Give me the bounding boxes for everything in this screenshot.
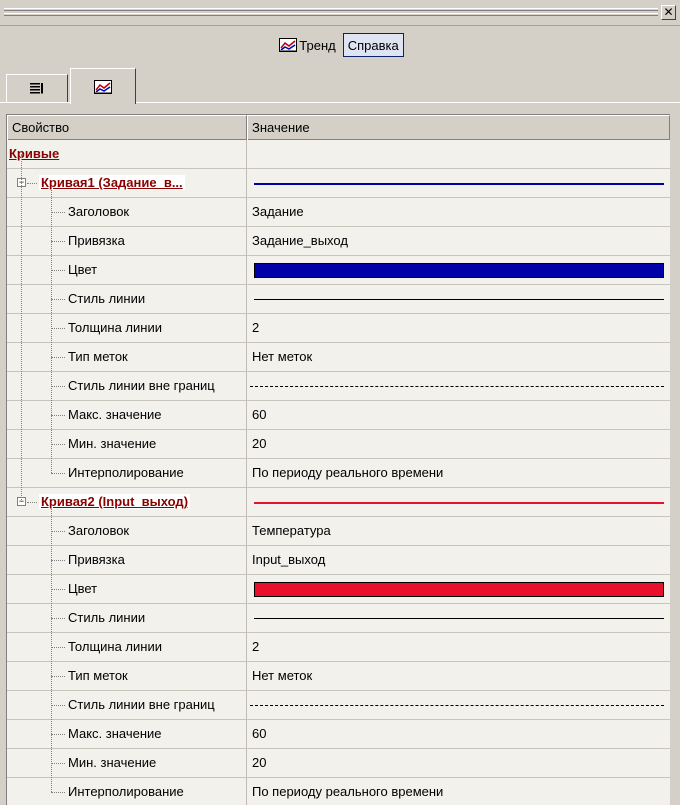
tree-connector: [51, 589, 65, 590]
color-swatch[interactable]: [254, 263, 664, 278]
property-name: Привязка: [68, 552, 125, 567]
property-row[interactable]: [7, 285, 670, 314]
tab-trend[interactable]: [70, 68, 136, 104]
tree-connector: [51, 415, 65, 416]
property-row[interactable]: [7, 546, 670, 575]
tree-connector: [51, 473, 65, 474]
tree-connector: [51, 183, 52, 473]
property-row[interactable]: [7, 430, 670, 459]
property-row[interactable]: [7, 459, 670, 488]
tree-connector: [51, 647, 65, 648]
trend-button[interactable]: [276, 33, 338, 57]
property-value[interactable]: 2: [252, 320, 260, 335]
tree-connector: [51, 502, 52, 792]
property-name: Цвет: [68, 262, 98, 277]
close-button[interactable]: [661, 5, 676, 20]
property-row[interactable]: [7, 662, 670, 691]
property-name: Стиль линии вне границ: [68, 697, 215, 712]
tree-connector: [51, 241, 65, 242]
property-name: Мин. значение: [68, 436, 157, 451]
property-row[interactable]: [7, 227, 670, 256]
property-row[interactable]: [7, 604, 670, 633]
property-row[interactable]: [7, 314, 670, 343]
tree-connector: [51, 328, 65, 329]
property-row[interactable]: [7, 372, 670, 401]
property-row[interactable]: [7, 575, 670, 604]
collapse-icon[interactable]: −: [18, 496, 25, 506]
tree-connector: [51, 560, 65, 561]
tree-connector: [21, 154, 22, 502]
trend-button-label: Тренд: [299, 37, 336, 53]
tab-list[interactable]: [6, 74, 68, 102]
property-value[interactable]: Input_выход: [252, 552, 326, 567]
header-property[interactable]: Свойство: [7, 115, 247, 140]
tree-connector: [51, 618, 65, 619]
property-row[interactable]: [7, 691, 670, 720]
property-row[interactable]: [7, 749, 670, 778]
property-name: Толщина линии: [68, 320, 162, 335]
property-value[interactable]: 20: [252, 755, 267, 770]
toolbar: [0, 32, 680, 60]
tree-connector: [51, 357, 65, 358]
property-value[interactable]: По периоду реального времени: [252, 784, 444, 799]
property-row[interactable]: [7, 343, 670, 372]
property-name: Цвет: [68, 581, 98, 596]
tree-connector: [51, 705, 65, 706]
tree-connector: [51, 386, 65, 387]
color-swatch[interactable]: [254, 582, 664, 597]
property-row[interactable]: [7, 256, 670, 285]
drag-grip[interactable]: [4, 13, 658, 16]
property-value[interactable]: Задание: [252, 204, 304, 219]
property-row[interactable]: [7, 198, 670, 227]
curve2-label: Кривая2 (Input_выход): [41, 494, 189, 509]
tree-connector: [51, 676, 65, 677]
property-row[interactable]: [7, 633, 670, 662]
curve1-row[interactable]: [7, 169, 670, 198]
property-value[interactable]: 60: [252, 726, 267, 741]
property-name: Заголовок: [68, 204, 130, 219]
grid-header: [7, 115, 670, 140]
trend-icon: [279, 38, 297, 52]
property-value[interactable]: 2: [252, 639, 260, 654]
property-name: Заголовок: [68, 523, 130, 538]
section-row[interactable]: [7, 140, 670, 169]
title-bar: [0, 0, 680, 26]
property-value[interactable]: Нет меток: [252, 668, 313, 683]
property-value[interactable]: 60: [252, 407, 267, 422]
property-value[interactable]: Температура: [252, 523, 331, 538]
property-row[interactable]: [7, 778, 670, 805]
curve2-row[interactable]: [7, 488, 670, 517]
property-name: Макс. значение: [68, 407, 162, 422]
property-row[interactable]: [7, 401, 670, 430]
trend-icon: [94, 80, 112, 94]
header-value[interactable]: Значение: [247, 115, 670, 140]
property-name: Стиль линии вне границ: [68, 378, 215, 393]
tree-connector: [51, 444, 65, 445]
collapse-icon[interactable]: −: [18, 177, 25, 187]
property-value[interactable]: 20: [252, 436, 267, 451]
property-name: Стиль линии: [68, 610, 146, 625]
tree-connector: [51, 299, 65, 300]
property-name: Стиль линии: [68, 291, 146, 306]
property-value[interactable]: Задание_выход: [252, 233, 348, 248]
property-name: Макс. значение: [68, 726, 162, 741]
tree-connector: [51, 763, 65, 764]
property-value[interactable]: По периоду реального времени: [252, 465, 444, 480]
property-grid: [6, 114, 670, 805]
close-icon: ✕: [663, 5, 674, 19]
property-row[interactable]: [7, 517, 670, 546]
property-name: Мин. значение: [68, 755, 157, 770]
tree-connector: [51, 734, 65, 735]
help-button-label: Справка: [347, 37, 399, 53]
curve2-line-preview: [254, 502, 664, 504]
curve1-label: Кривая1 (Задание_в...: [41, 175, 183, 190]
property-name: Тип меток: [68, 668, 128, 683]
tree-connector: [51, 531, 65, 532]
property-row[interactable]: [7, 720, 670, 749]
line-style-preview[interactable]: [254, 618, 664, 619]
property-name: Привязка: [68, 233, 125, 248]
tree-connector: [51, 792, 65, 793]
property-name: Тип меток: [68, 349, 128, 364]
property-value[interactable]: Нет меток: [252, 349, 313, 364]
line-style-preview[interactable]: [250, 705, 664, 706]
list-icon: [29, 82, 45, 96]
property-name: Толщина линии: [68, 639, 162, 654]
line-style-preview[interactable]: [250, 386, 664, 387]
line-style-preview[interactable]: [254, 299, 664, 300]
curve1-line-preview: [254, 183, 664, 185]
tree-connector: [51, 270, 65, 271]
section-label: Кривые: [9, 146, 60, 161]
drag-grip[interactable]: [4, 8, 658, 11]
tree-connector: [51, 212, 65, 213]
help-button[interactable]: [343, 33, 404, 57]
property-name: Интерполирование: [68, 784, 184, 799]
property-name: Интерполирование: [68, 465, 184, 480]
